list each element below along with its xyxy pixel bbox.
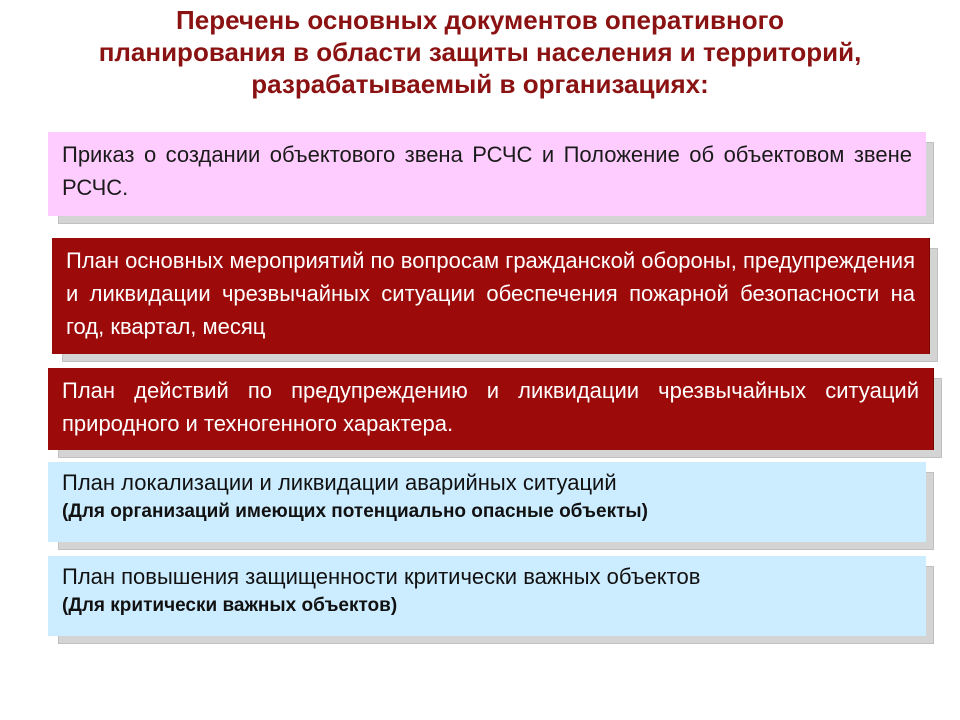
document-item-emergency-plan	[48, 368, 934, 450]
slide-title-line-2: планирования в области защиты населения и территорий,	[98, 37, 862, 67]
document-item-title: План локализации и ликвидации аварийных ситуаций	[62, 470, 617, 495]
document-item-note: (Для критически важных объектов)	[62, 595, 398, 616]
document-item-security-plan	[48, 556, 926, 636]
document-item-localization-plan	[48, 462, 926, 542]
document-item-civil-defense-plan	[52, 238, 930, 354]
document-item-text: Приказ о создании объектового звена РСЧС и Положение об объектовом звене РСЧС.	[62, 142, 912, 200]
document-item-order	[48, 132, 926, 216]
slide-title-line-3: разрабатываемый в организациях:	[251, 69, 709, 99]
document-item-text: План основных мероприятий по вопросам гражданской обороны, предупреждения и ликвидации чрезвычайных ситуации обеспечения пожарной безопасности на год, квартал, месяц	[66, 248, 915, 339]
document-item-note: (Для организаций имеющих потенциально опасные объекты)	[62, 501, 648, 522]
document-item-title: План повышения защищенности критически важных объектов	[62, 564, 701, 589]
document-item-text: План действий по предупреждению и ликвидации чрезвычайных ситуаций природного и техногенного характера.	[62, 378, 919, 436]
slide-title-line-1: Перечень основных документов оперативного	[176, 5, 784, 35]
slide-title	[0, 4, 960, 100]
